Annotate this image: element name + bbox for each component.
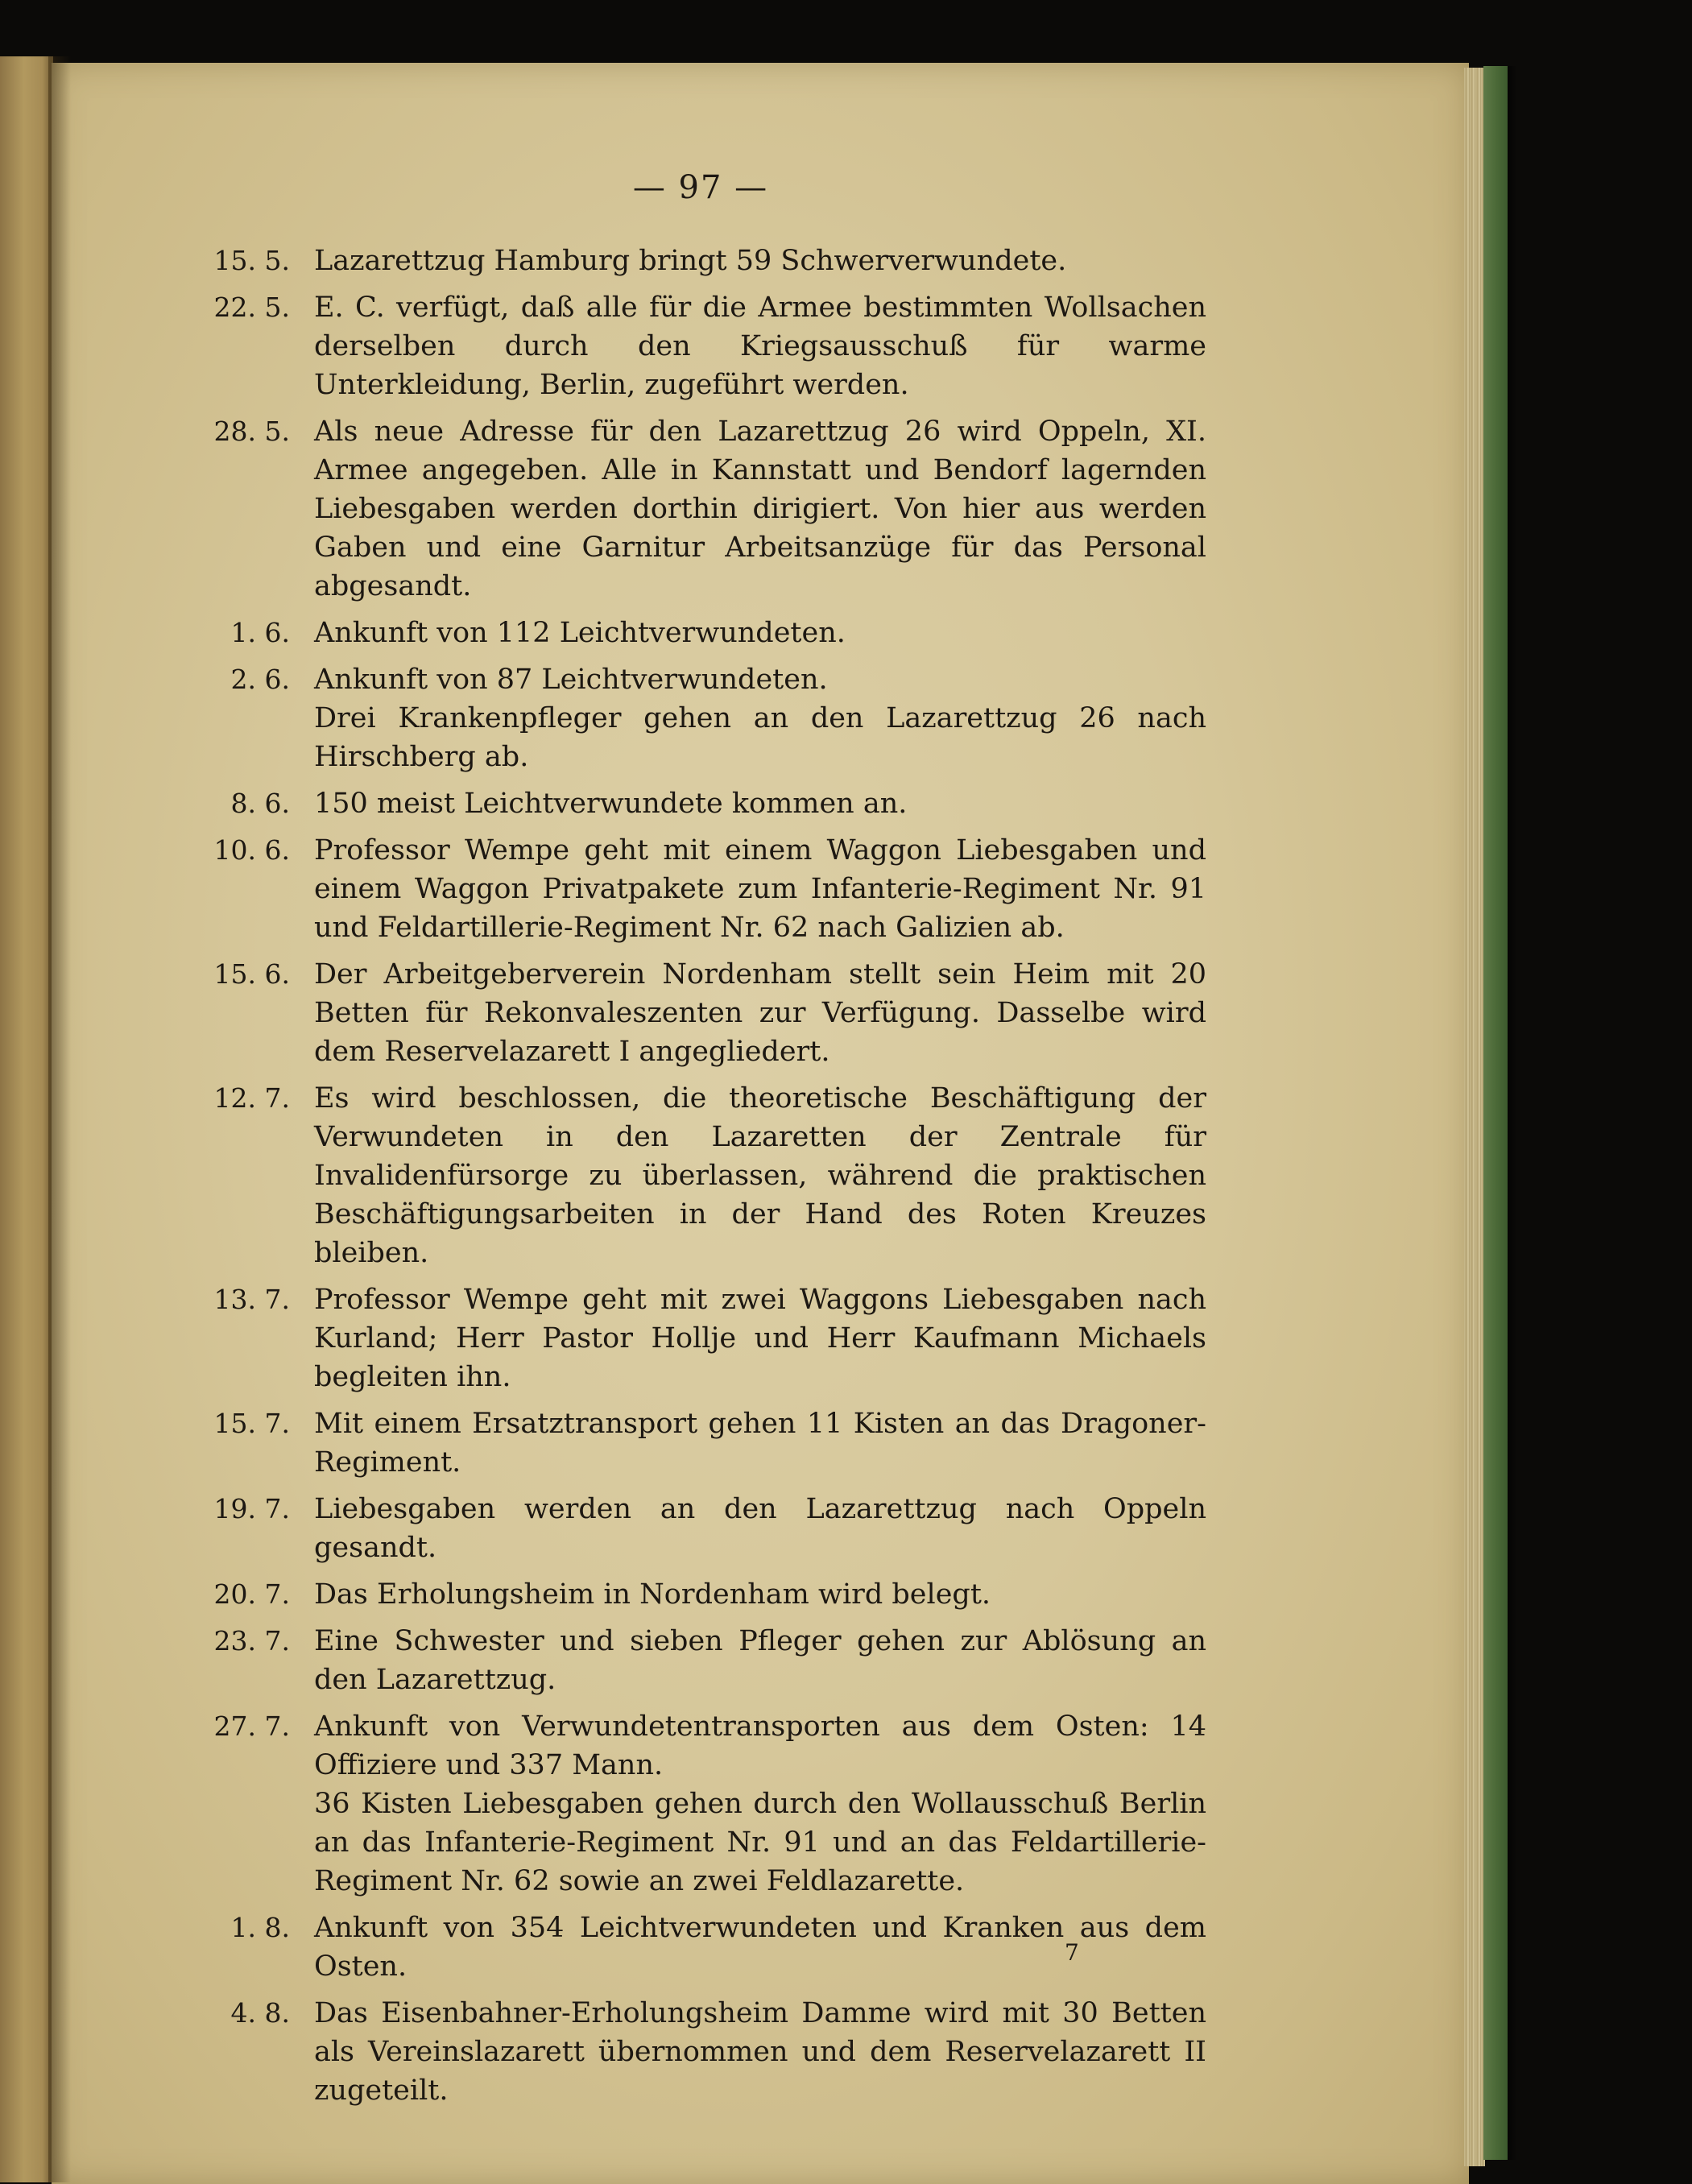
entry-text	[314, 242, 1206, 280]
chronicle-entry	[200, 288, 1206, 404]
chronicle-entry	[200, 1404, 1206, 1482]
entry-text	[314, 1490, 1206, 1567]
entry-text	[314, 784, 1206, 823]
chronicle-entry	[200, 660, 1206, 776]
entry-paragraph: Eine Schwester und sieben Pfleger gehen zur Ablösung an den Lazarettzug.	[314, 1625, 1206, 1696]
chronicle-entry	[200, 614, 1206, 652]
entry-text	[314, 1994, 1206, 2110]
entry-paragraph: Das Eisenbahner-Erholungsheim Damme wird mit 30 Betten als Vereinslazarett übernommen und dem Reservelazarett II zugeteilt.	[314, 1997, 1206, 2107]
entry-date: 1. 6.	[230, 617, 290, 648]
chronicle-entry	[200, 412, 1206, 606]
chronicle-entry	[200, 1575, 1206, 1614]
entry-date: 27. 7.	[213, 1710, 290, 1742]
entry-date: 2. 6.	[230, 664, 290, 695]
page-number: — 97 —	[632, 169, 769, 206]
entry-date: 15. 6.	[213, 958, 290, 990]
entry-text	[314, 831, 1206, 947]
entry-paragraph: Das Erholungsheim in Nordenham wird belegt.	[314, 1578, 991, 1611]
entry-text	[314, 1079, 1206, 1272]
chronicle-entry	[200, 955, 1206, 1071]
chronicle-entries	[200, 242, 1206, 2118]
entry-text	[314, 412, 1206, 606]
entry-date: 15. 7.	[213, 1408, 290, 1439]
entry-paragraph: Der Arbeitgeberverein Nordenham stellt sein Heim mit 20 Betten für Rekonvaleszenten zur Verfügung. Dasselbe wird dem Reservelazarett I angegliedert.	[314, 958, 1206, 1068]
entry-date: 12. 7.	[213, 1082, 290, 1114]
entry-paragraph: Ankunft von 354 Leichtverwundeten und Kranken aus dem Osten.	[314, 1912, 1206, 1983]
entry-paragraph: Lazarettzug Hamburg bringt 59 Schwerverwundete.	[314, 245, 1067, 277]
entry-paragraph: Mit einem Ersatztransport gehen 11 Kisten an das Dragoner-Regiment.	[314, 1408, 1206, 1479]
entry-text	[314, 1622, 1206, 1699]
entry-date: 19. 7.	[213, 1493, 290, 1524]
chronicle-entry	[200, 1994, 1206, 2110]
entry-date: 8. 6.	[230, 788, 290, 819]
entry-text	[314, 1707, 1206, 1901]
entry-paragraph: Als neue Adresse für den Lazarettzug 26 wird Oppeln, XI. Armee angegeben. Alle in Kannstatt und Bendorf lagernden Liebesgaben werden dorthin dirigiert. Von hier aus werden Gaben und eine Garnitur Arbeitsanzüge für das Personal abgesandt.	[314, 416, 1206, 602]
chronicle-entry	[200, 1490, 1206, 1567]
entry-date: 4. 8.	[230, 1997, 290, 2029]
entry-paragraph: Professor Wempe geht mit zwei Waggons Liebesgaben nach Kurland; Herr Pastor Hollje und Herr Kaufmann Michaels begleiten ihn.	[314, 1284, 1206, 1393]
entry-date: 1. 8.	[230, 1912, 290, 1943]
entry-date: 28. 5.	[213, 416, 290, 447]
entry-date: 23. 7.	[213, 1625, 290, 1657]
entry-date: 10. 6.	[213, 834, 290, 866]
entry-date: 22. 5.	[213, 292, 290, 323]
signature-mark: 7	[1065, 1939, 1079, 1966]
chronicle-entry	[200, 784, 1206, 823]
entry-date: 20. 7.	[213, 1578, 290, 1610]
chronicle-entry	[200, 831, 1206, 947]
chronicle-entry	[200, 1622, 1206, 1699]
entry-paragraph: Drei Krankenpfleger gehen an den Lazarettzug 26 nach Hirschberg ab.	[314, 702, 1206, 773]
entry-text	[314, 614, 1206, 652]
entry-paragraph: Ankunft von 112 Leichtverwundeten.	[314, 617, 846, 649]
entry-paragraph: Liebesgaben werden an den Lazarettzug nach Oppeln gesandt.	[314, 1493, 1206, 1564]
entry-date: 15. 5.	[213, 245, 290, 276]
entry-paragraph: 150 meist Leichtverwundete kommen an.	[314, 788, 908, 820]
entry-paragraph: 36 Kisten Liebesgaben gehen durch den Wollausschuß Berlin an das Infanterie-Regiment Nr. 91 und an das Feldartillerie-Regiment Nr. 62 sowie an zwei Feldlazarette.	[314, 1788, 1206, 1897]
entry-text	[314, 1404, 1206, 1482]
chronicle-entry	[200, 1079, 1206, 1272]
chronicle-entry	[200, 1280, 1206, 1396]
entry-date: 13. 7.	[213, 1284, 290, 1315]
entry-text	[314, 1280, 1206, 1396]
entry-text	[314, 288, 1206, 404]
entry-paragraph: Ankunft von 87 Leichtverwundeten.	[314, 664, 828, 696]
chronicle-entry	[200, 1909, 1206, 1986]
entry-text	[314, 660, 1206, 776]
entry-paragraph: Professor Wempe geht mit einem Waggon Liebesgaben und einem Waggon Privatpakete zum Infanterie-Regiment Nr. 91 und Feldartillerie-Regiment Nr. 62 nach Galizien ab.	[314, 834, 1206, 944]
entry-paragraph: Es wird beschlossen, die theoretische Beschäftigung der Verwundeten in den Lazaretten der Zentrale für Invalidenfürsorge zu überlassen, während die praktischen Beschäftigungsarbeiten in der Hand des Roten Kreuzes bleiben.	[314, 1082, 1206, 1269]
entry-text	[314, 1575, 1206, 1614]
entry-text	[314, 955, 1206, 1071]
chronicle-entry	[200, 1707, 1206, 1901]
entry-paragraph: E. C. verfügt, daß alle für die Armee bestimmten Wollsachen derselben durch den Kriegsausschuß für warme Unterkleidung, Berlin, zugeführt werden.	[314, 292, 1206, 401]
chronicle-entry	[200, 242, 1206, 280]
entry-paragraph: Ankunft von Verwundetentransporten aus dem Osten: 14 Offiziere und 337 Mann.	[314, 1710, 1206, 1781]
